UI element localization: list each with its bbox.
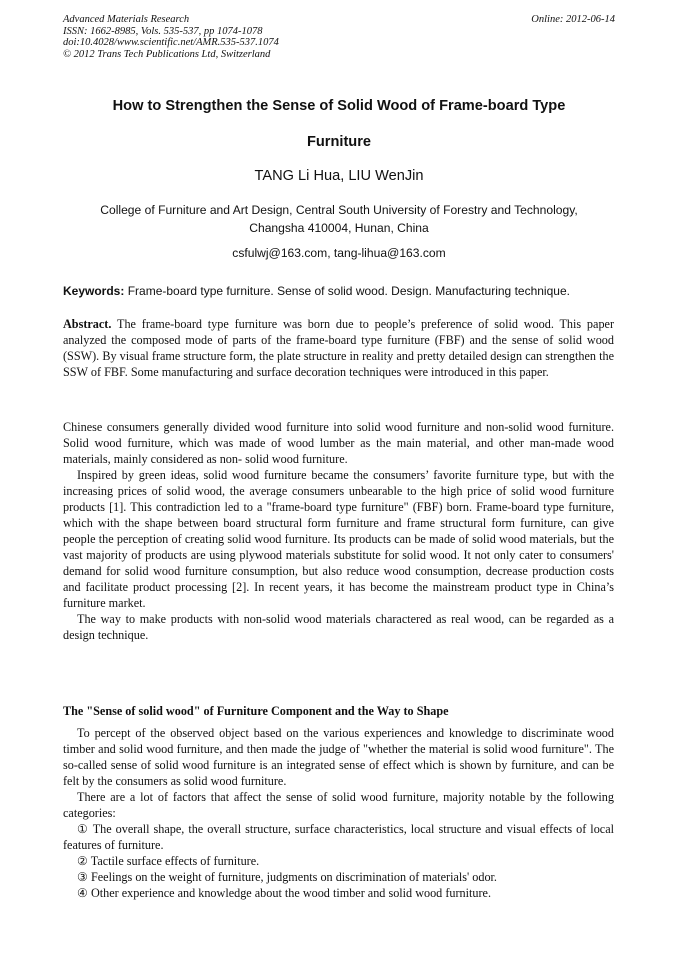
copyright-line: © 2012 Trans Tech Publications Ltd, Switzerland — [63, 48, 271, 60]
keywords — [63, 282, 623, 300]
keywords-label: Keywords: — [63, 284, 125, 298]
affiliation-line-1: College of Furniture and Art Design, Central South University of Forestry and Technology, — [100, 203, 578, 217]
intro-paragraph-1: Chinese consumers generally divided wood furniture into solid wood furniture and non-solid wood furniture. Solid wood furniture, which was made of wood lumber as the main material, and other man-made wood materials, mainly considered as non- solid wood furniture. — [63, 420, 614, 466]
doi-line: doi:10.4028/www.scientific.net/AMR.535-537.1074 — [63, 37, 279, 48]
intro-paragraph-2: Inspired by green ideas, solid wood furniture became the consumers’ favorite furniture type, but with the increasing prices of solid wood, the average consumers unbearable to the high price of solid wood furniture products [1]. This contradiction led to a "frame-board type furniture" (FBF) born. Frame-board type furniture, which with the shape between board structural form furniture and frame structural form furniture, can give people the perception of creating solid wood furniture. Its products can be made of solid wood materials, but the vast majority of products are using plywood materials substitute for solid wood. It not only cater to consumers' demand for solid wood furniture consumption, but also reduce wood consumption, decrease production costs and facilitate product processing [2]. In recent years, it has become the mainstream product type in China’s furniture market. — [63, 468, 614, 610]
issn-line: ISSN: 1662-8985, Vols. 535-537, pp 1074-1078 — [63, 25, 263, 37]
abstract-label: Abstract. — [63, 317, 112, 331]
section-solid-wood-sense — [63, 703, 614, 901]
title-line-2: Furniture — [306, 134, 372, 150]
paper-title — [63, 88, 615, 160]
online-date: Online: 2012-06-14 — [531, 14, 615, 25]
list-item: ④ Other experience and knowledge about the wood timber and solid wood furniture. — [77, 886, 492, 900]
title-line-1: How to Strengthen the Sense of Solid Wood of Frame-board Type — [112, 98, 566, 114]
abstract — [63, 316, 614, 380]
authors: TANG Li Hua, LIU WenJin — [254, 168, 424, 184]
list-item: ② Tactile surface effects of furniture. — [77, 854, 260, 868]
abstract-text: The frame-board type furniture was born due to people’s preference of solid wood. This paper analyzed the composed mode of parts of the frame-board type furniture (FBF) and the sense of solid wood (SSW). By visual frame structure form, the plate structure in reality and pretty detailed design can strengthen the SSW of FBF. Some manufacturing and surface decoration techniques were introduced in this paper. — [63, 317, 614, 379]
affiliation — [40, 201, 638, 237]
journal-name: Advanced Materials Research — [63, 14, 190, 25]
introduction — [63, 419, 614, 643]
section-heading: The "Sense of solid wood" of Furniture Component and the Way to Shape — [63, 704, 449, 718]
list-item: ③ Feelings on the weight of furniture, judgments on discrimination of materials' odor. — [77, 870, 497, 884]
keywords-text: Frame-board type furniture. Sense of solid wood. Design. Manufacturing technique. — [127, 284, 570, 298]
affiliation-line-2: Changsha 410004, Hunan, China — [249, 221, 429, 235]
author-emails: csfulwj@163.com, tang-lihua@163.com — [232, 246, 446, 260]
intro-paragraph-3: The way to make products with non-solid wood materials charactered as real wood, can be regarded as a design technique. — [63, 612, 614, 642]
list-item: ① The overall shape, the overall structure, surface characteristics, local structure and visual effects of local features of furniture. — [63, 822, 614, 852]
section-paragraph-1: To percept of the observed object based on the various experiences and knowledge to discriminate wood timber and solid wood furniture, and then made the judge of "whether the material is solid wood furniture". The so-called sense of solid wood furniture is an integrated sense of effect which is shown by furniture, and can be felt by the consumers as solid wood furniture. — [63, 726, 614, 788]
journal-header — [63, 14, 279, 60]
section-paragraph-2: There are a lot of factors that affect the sense of solid wood furniture, majority notable by the following categories: — [63, 790, 614, 820]
